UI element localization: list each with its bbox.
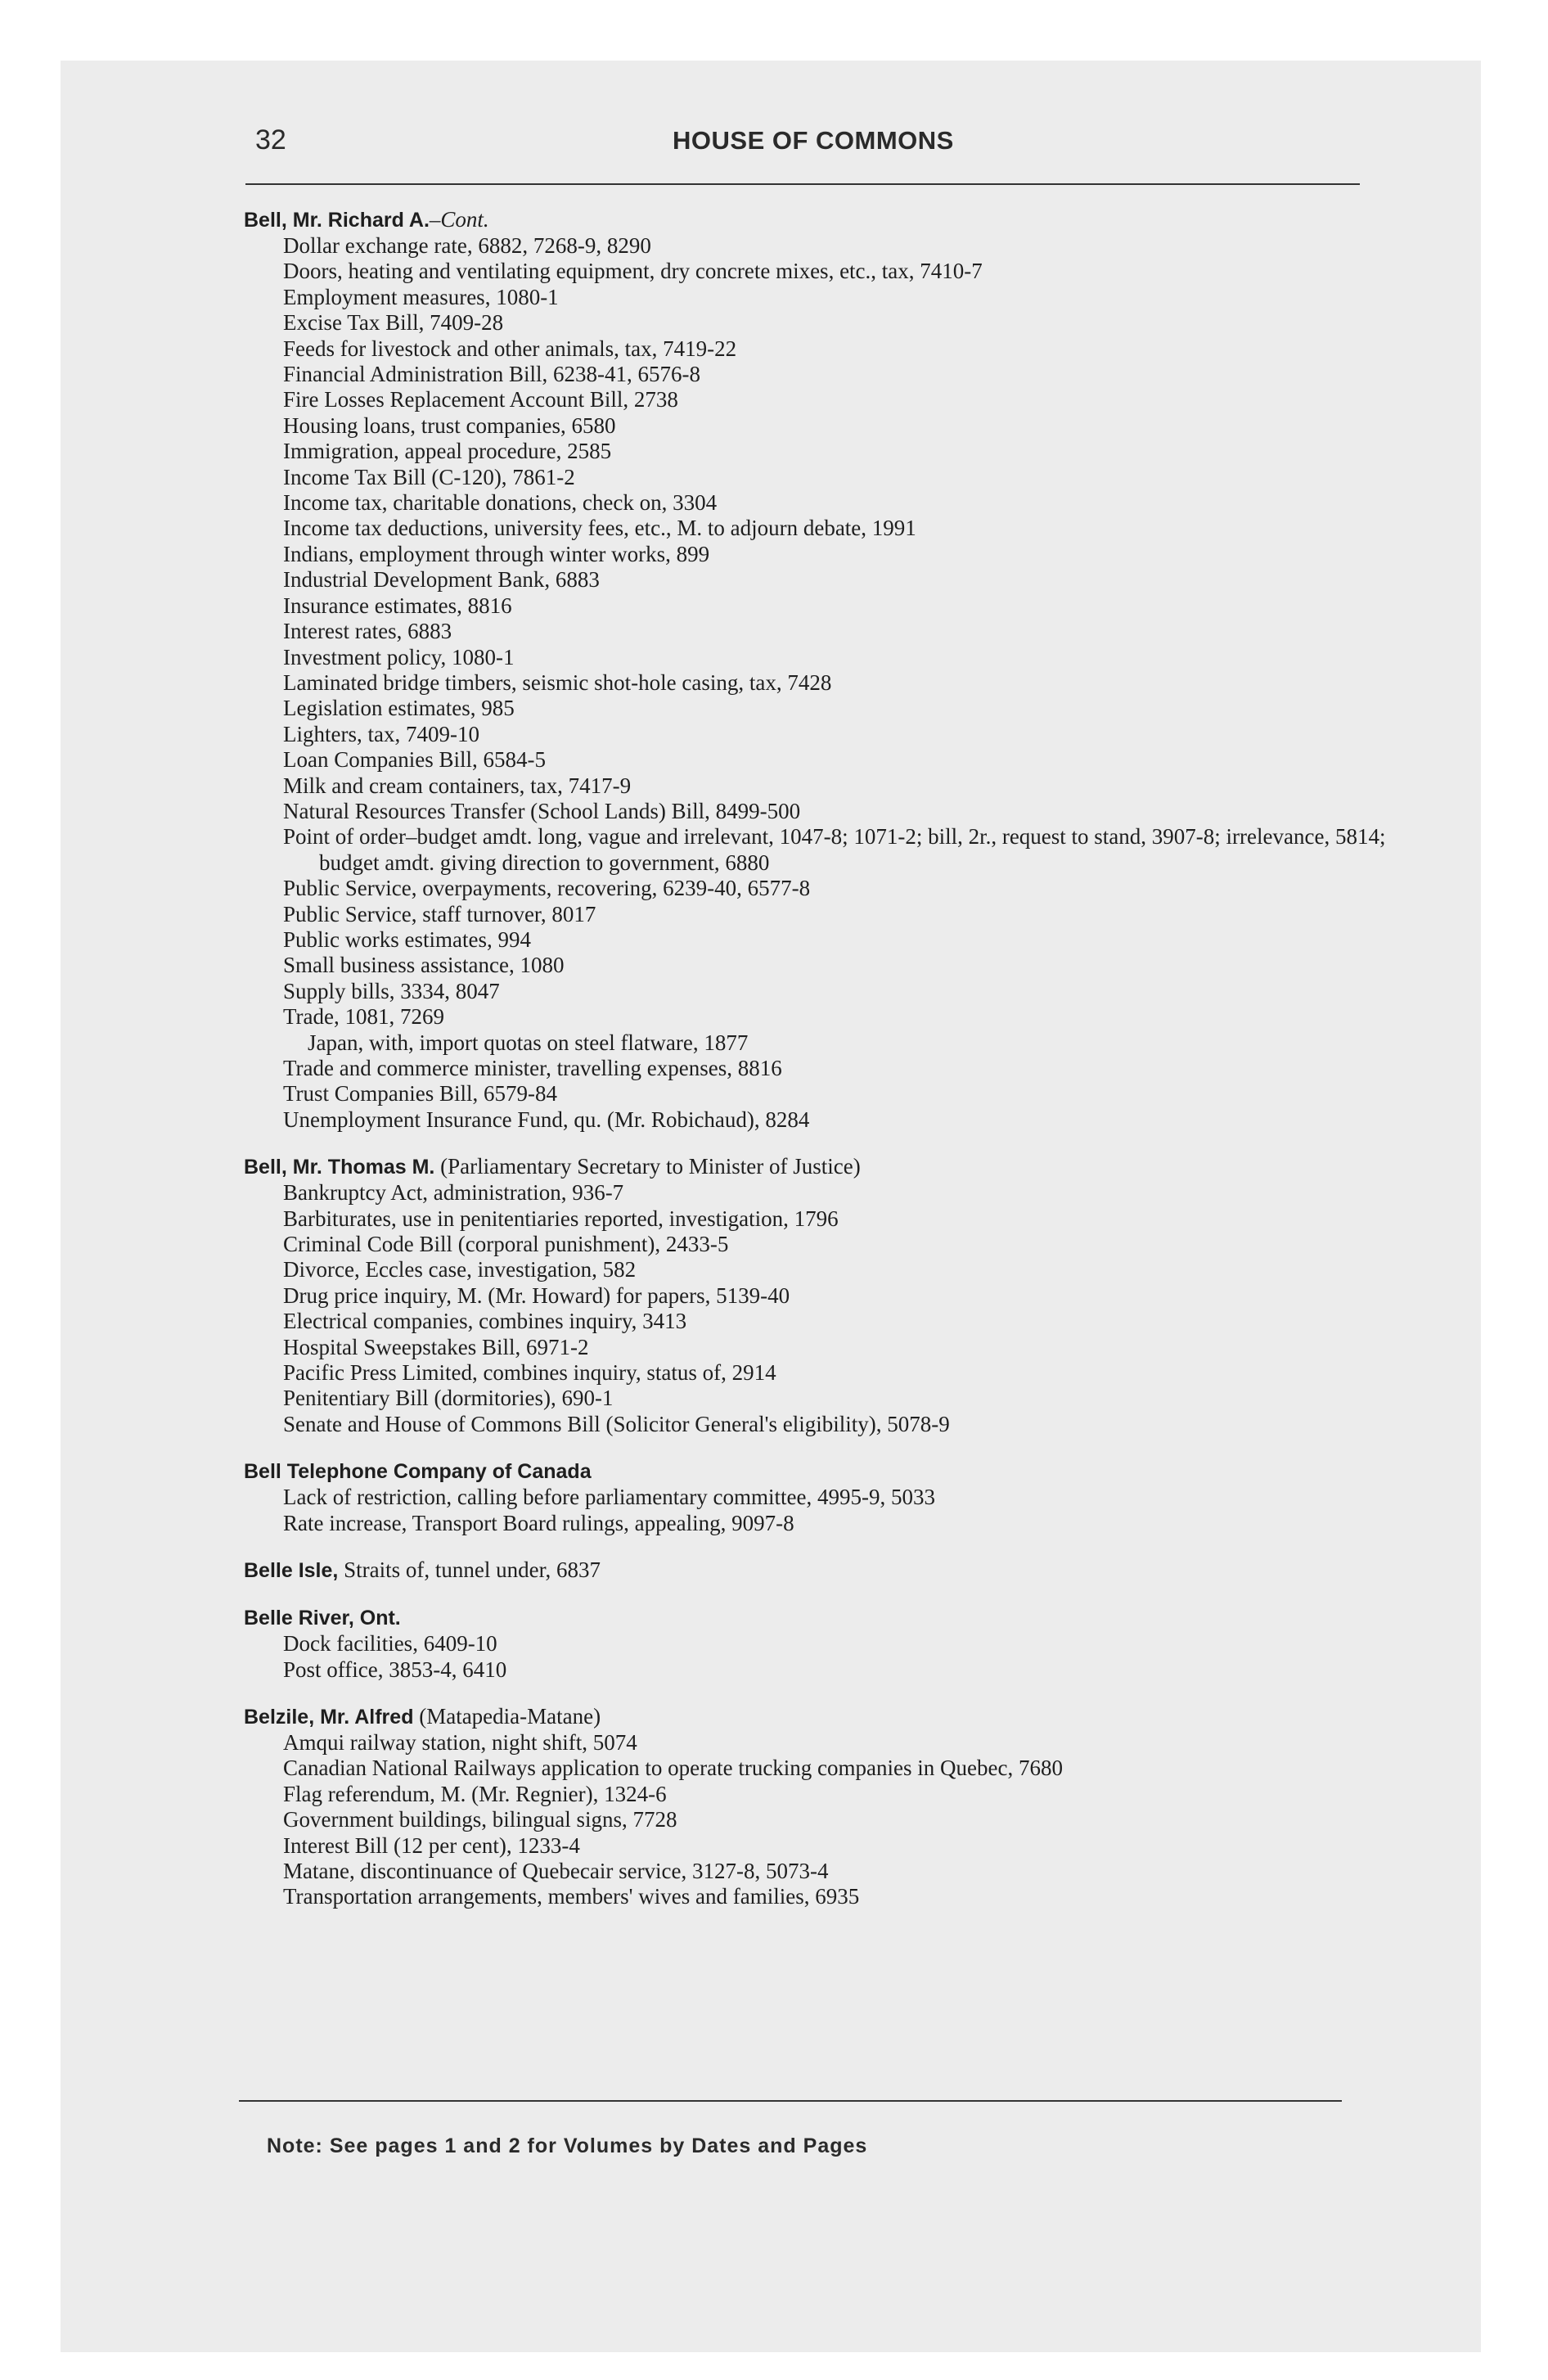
index-subentry: Post office, 3853-4, 6410 xyxy=(283,1657,507,1682)
index-subentry: Lack of restriction, calling before parliamentary committee, 4995-9, 5033 xyxy=(283,1485,935,1510)
entry-heading xyxy=(244,1154,1406,1180)
entry-continued-marker: –Cont. xyxy=(429,207,489,232)
index-subentry: Trade, 1081, 7269 xyxy=(283,1004,445,1030)
index-subentry: Drug price inquiry, M. (Mr. Howard) for papers, 5139-40 xyxy=(283,1282,790,1308)
index-subentry: Public Service, overpayments, recovering, 6239-40, 6577-8 xyxy=(283,876,811,901)
index-subentry: Dollar exchange rate, 6882, 7268-9, 8290 xyxy=(283,233,651,258)
index-subentry: Income tax deductions, university fees, etc., M. to adjourn debate, 1991 xyxy=(283,516,916,541)
index-subentry: Rate increase, Transport Board rulings, appealing, 9097-8 xyxy=(283,1510,794,1535)
index-subentry: Interest rates, 6883 xyxy=(283,619,452,644)
index-subentry: Industrial Development Bank, 6883 xyxy=(283,567,600,593)
index-subentry: Income Tax Bill (C-120), 7861-2 xyxy=(283,464,575,489)
index-subentry: Interest Bill (12 per cent), 1233-4 xyxy=(283,1832,580,1858)
index-subentry: Bankruptcy Act, administration, 936-7 xyxy=(283,1180,624,1206)
page-number: 32 xyxy=(255,124,286,156)
index-subentry: Pacific Press Limited, combines inquiry, status of, 2914 xyxy=(283,1360,776,1386)
page-header xyxy=(255,124,1360,167)
index-subentry: Supply bills, 3334, 8047 xyxy=(283,978,500,1003)
index-subentry: Insurance estimates, 8816 xyxy=(283,593,512,618)
page-title: HOUSE OF COMMONS xyxy=(673,126,954,155)
index-subentry: Trade and commerce minister, travelling expenses, 8816 xyxy=(283,1056,782,1080)
index-subentry: Criminal Code Bill (corporal punishment), 2433-5 xyxy=(283,1232,729,1257)
entry-heading xyxy=(244,1557,1406,1584)
entry-heading xyxy=(244,207,1406,233)
index-subentry: Senate and House of Commons Bill (Solicitor General's eligibility), 5078-9 xyxy=(283,1411,950,1436)
index-subentry: Trust Companies Bill, 6579-84 xyxy=(283,1081,558,1107)
index-entry xyxy=(244,1458,1406,1536)
entry-name: Bell Telephone Company of Canada xyxy=(244,1460,592,1484)
index-subentry: Loan Companies Bill, 6584-5 xyxy=(283,747,546,773)
index-subentry: Financial Administration Bill, 6238-41, 6576-8 xyxy=(283,362,700,387)
index-subentry: Laminated bridge timbers, seismic shot-hole casing, tax, 7428 xyxy=(283,669,832,695)
index-subentry: Milk and cream containers, tax, 7417-9 xyxy=(283,773,632,798)
index-subentry: Fire Losses Replacement Account Bill, 2738 xyxy=(283,387,678,412)
entry-name: Bell, Mr. Thomas M. xyxy=(244,1156,435,1179)
index-entry xyxy=(244,1704,1406,1910)
index-subentry: Immigration, appeal procedure, 2585 xyxy=(283,439,612,464)
footer-divider xyxy=(239,2100,1342,2102)
index-subentry: Excise Tax Bill, 7409-28 xyxy=(283,310,504,336)
entry-name: Belzile, Mr. Alfred xyxy=(244,1705,414,1729)
index-entry xyxy=(244,1605,1406,1683)
index-subentry: Public Service, staff turnover, 8017 xyxy=(283,901,596,926)
entry-name: Belle Isle, xyxy=(244,1559,339,1583)
index-subentry: Dock facilities, 6409-10 xyxy=(283,1631,497,1657)
index-subentry: Employment measures, 1080-1 xyxy=(283,284,559,309)
index-subentry: Divorce, Eccles case, investigation, 582 xyxy=(283,1257,637,1282)
index-subentry: Legislation estimates, 985 xyxy=(283,696,515,721)
index-subentry: Natural Resources Transfer (School Lands) Bill, 8499-500 xyxy=(283,798,801,823)
index-subentry: Flag referendum, M. (Mr. Regnier), 1324-6 xyxy=(283,1781,667,1806)
index-subentry: Hospital Sweepstakes Bill, 6971-2 xyxy=(283,1334,589,1359)
index-subentry: Small business assistance, 1080 xyxy=(283,953,565,978)
index-subentry: Electrical companies, combines inquiry, 3413 xyxy=(283,1309,687,1334)
index-subentry: Public works estimates, 994 xyxy=(283,926,531,952)
entry-name: Belle River, Ont. xyxy=(244,1607,401,1630)
entry-description: Straits of, tunnel under, 6837 xyxy=(344,1557,601,1583)
entry-name: Bell, Mr. Richard A. xyxy=(244,209,430,232)
index-subentry: Barbiturates, use in penitentiaries reported, investigation, 1796 xyxy=(283,1206,839,1231)
index-entries xyxy=(244,207,1406,1931)
index-subentry: Feeds for livestock and other animals, tax, 7419-22 xyxy=(283,336,737,361)
index-subentry: Housing loans, trust companies, 6580 xyxy=(283,412,616,438)
index-subentry: Penitentiary Bill (dormitories), 690-1 xyxy=(283,1386,614,1411)
index-subentry: Japan, with, import quotas on steel flatware, 1877 xyxy=(308,1030,749,1055)
index-subentry: Lighters, tax, 7409-10 xyxy=(283,721,479,746)
index-subentry: Investment policy, 1080-1 xyxy=(283,644,515,669)
index-entry xyxy=(244,1557,1406,1584)
index-subentry: Indians, employment through winter works, 899 xyxy=(283,541,710,566)
index-subentry: Unemployment Insurance Fund, qu. (Mr. Robichaud), 8284 xyxy=(283,1107,810,1132)
index-subentry: Income tax, charitable donations, check on, 3304 xyxy=(283,490,718,516)
entry-heading xyxy=(244,1704,1406,1730)
index-entry xyxy=(244,207,1406,1133)
footer-note: Note: See pages 1 and 2 for Volumes by Dates and Pages xyxy=(267,2134,868,2157)
index-subentry: Point of order–budget amdt. long, vague and irrelevant, 1047-8; 1071-2; bill, 2r., request to stand, 3907-8; irrelevance, 5814; budget amdt. giving direction to government, 6880 xyxy=(283,824,1386,875)
index-subentry: Canadian National Railways application to operate trucking companies in Quebec, 7680 xyxy=(283,1756,1063,1781)
entry-description: (Parliamentary Secretary to Minister of Justice) xyxy=(440,1154,861,1179)
header-divider xyxy=(245,183,1360,185)
entry-heading xyxy=(244,1605,1406,1631)
index-subentry: Government buildings, bilingual signs, 7728 xyxy=(283,1807,677,1832)
entry-heading xyxy=(244,1458,1406,1485)
index-subentry: Matane, discontinuance of Quebecair service, 3127-8, 5073-4 xyxy=(283,1858,829,1883)
index-subentry: Doors, heating and ventilating equipment, dry concrete mixes, etc., tax, 7410-7 xyxy=(283,259,983,284)
entry-description: (Matapedia-Matane) xyxy=(419,1703,601,1729)
index-subentry: Amqui railway station, night shift, 5074 xyxy=(283,1729,637,1755)
index-subentry: Transportation arrangements, members' wives and families, 6935 xyxy=(283,1884,860,1909)
index-entry xyxy=(244,1154,1406,1437)
